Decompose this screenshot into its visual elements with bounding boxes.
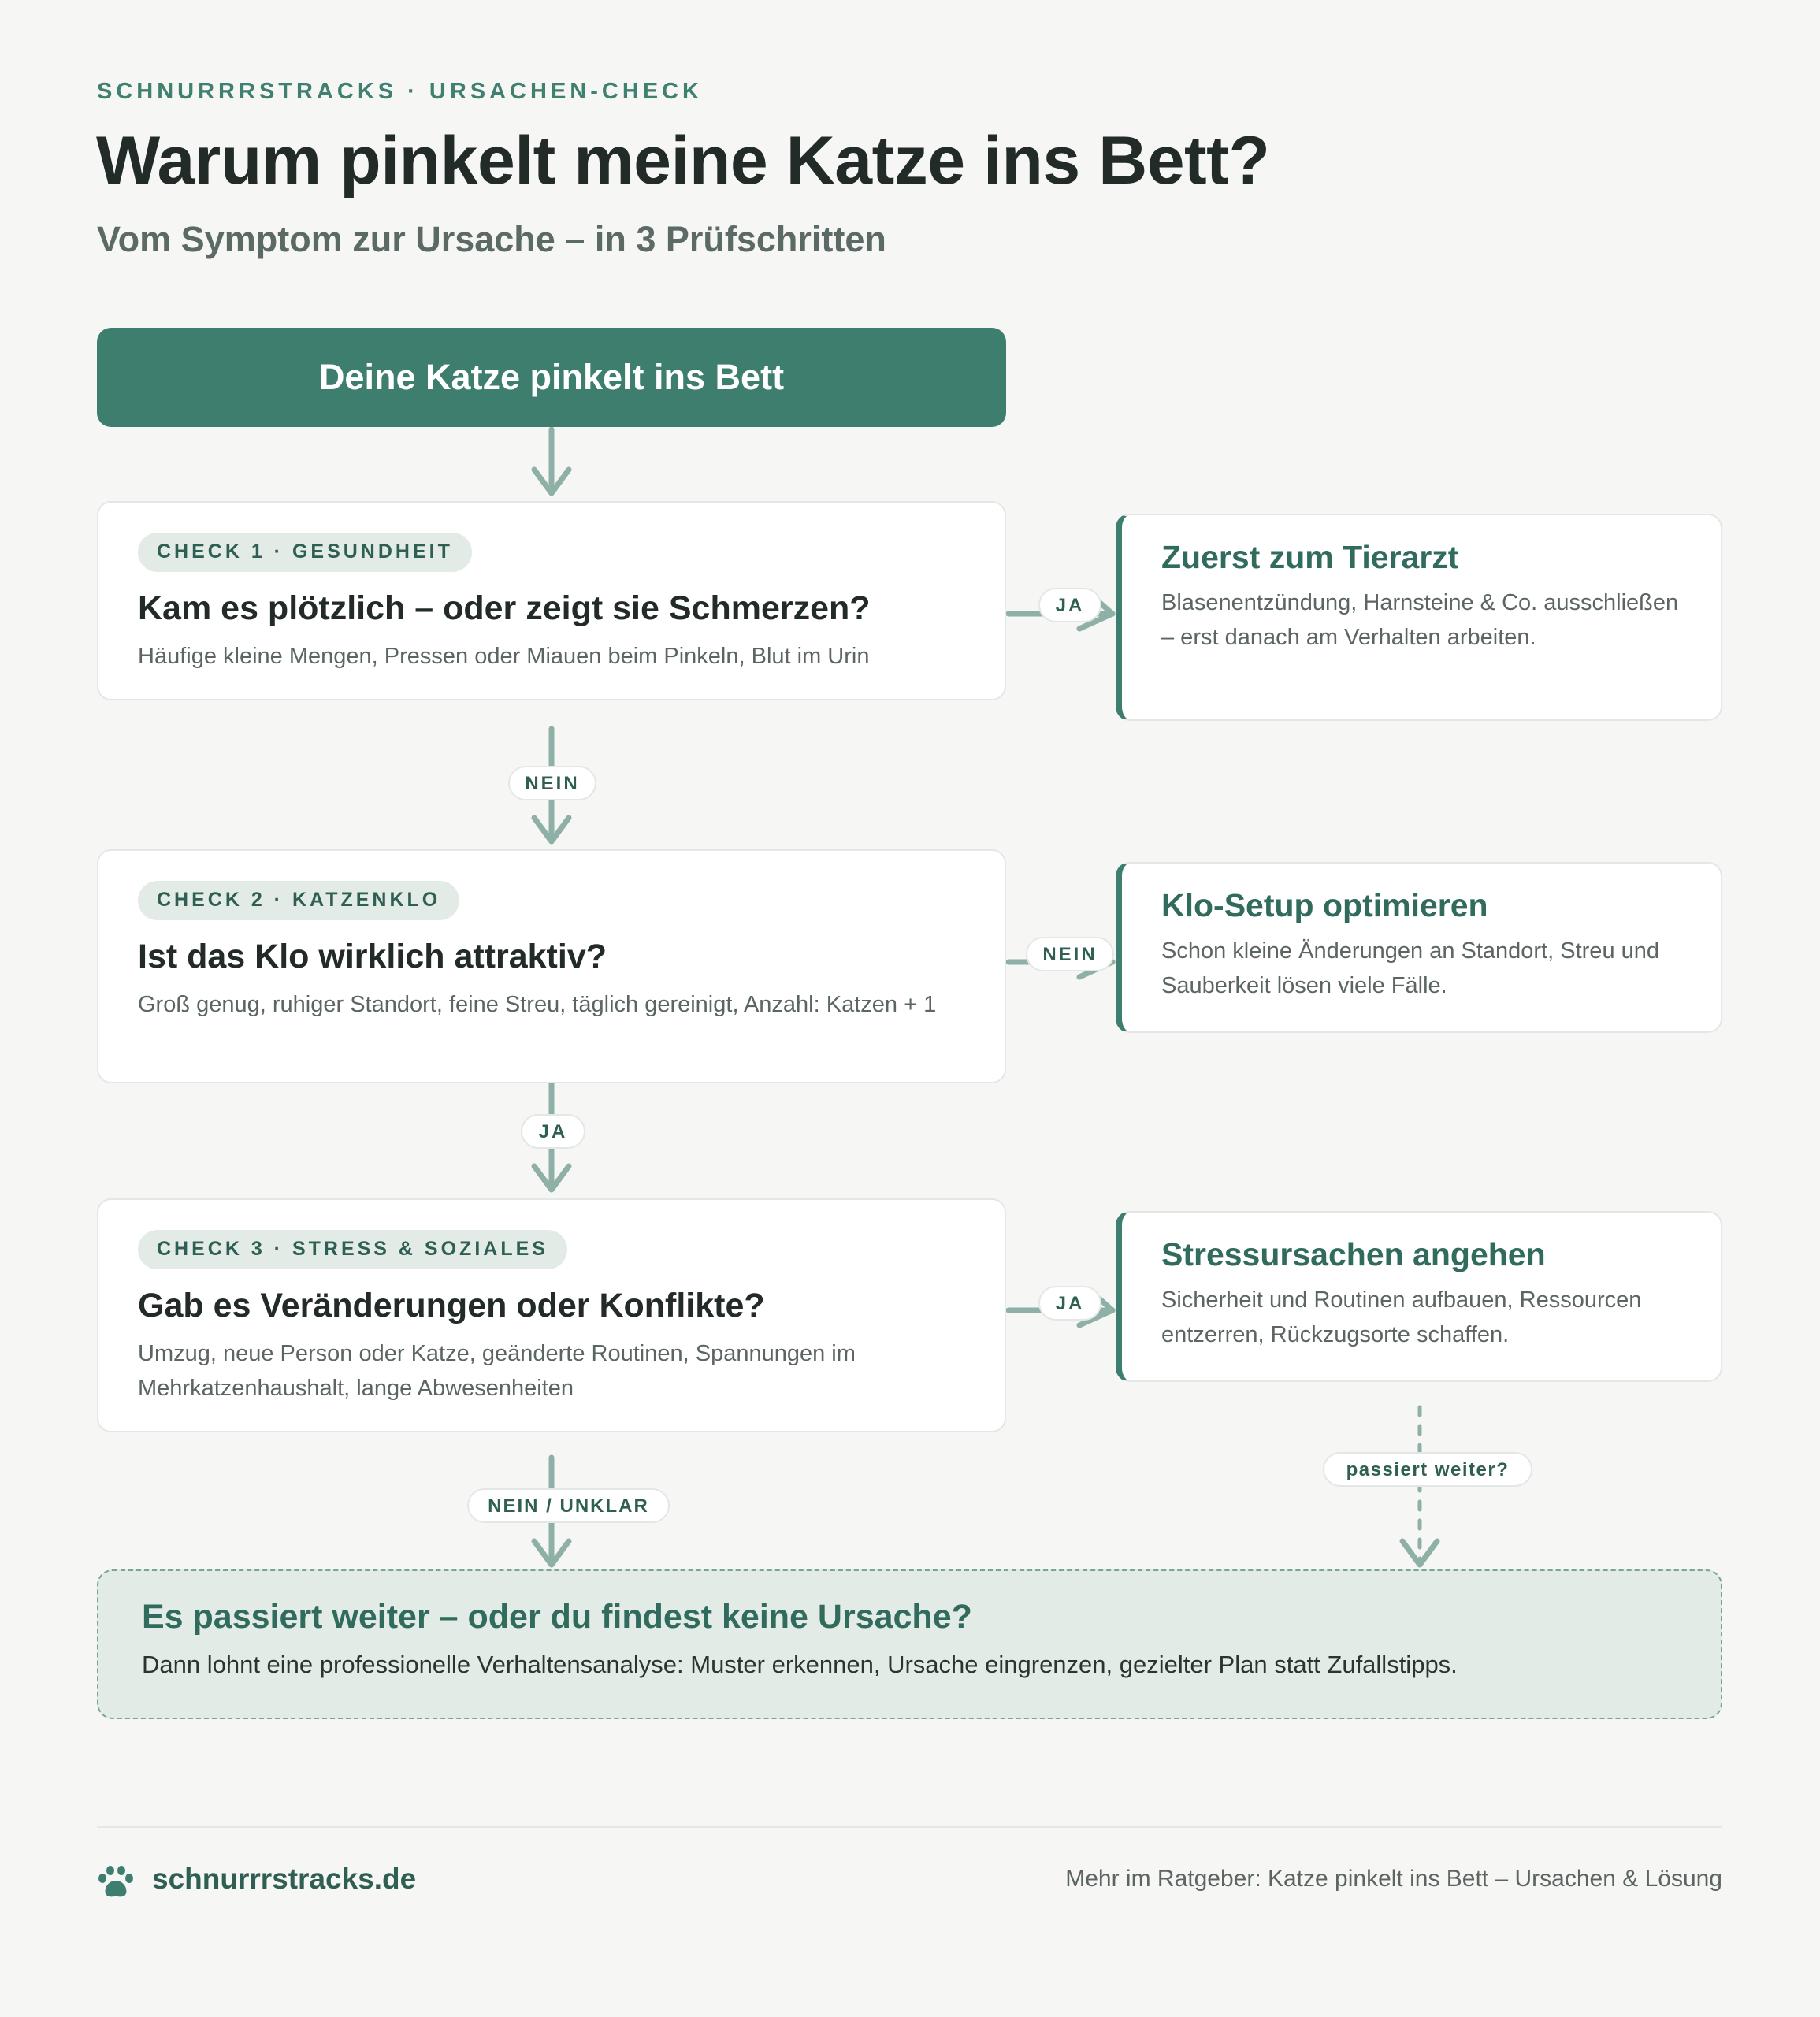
result-card-3 <box>1116 1211 1722 1382</box>
label-check2-no: NEIN <box>1026 937 1114 971</box>
footer-guide-link[interactable]: Mehr im Ratgeber: Katze pinkelt ins Bett – Ursachen & Lösung <box>1065 1866 1722 1892</box>
result-description: Sicherheit und Routinen aufbauen, Ressourcen entzerren, Rückzugsorte schaffen. <box>1161 1287 1642 1347</box>
result-title: Klo-Setup optimieren <box>1161 887 1488 923</box>
label-loop: passiert weiter? <box>1323 1452 1532 1487</box>
result-description: Schon kleine Änderungen an Standort, Streu und Sauberkeit lösen viele Fälle. <box>1161 938 1660 998</box>
check-question: Gab es Veränderungen oder Konflikte? <box>138 1287 765 1324</box>
eyebrow: SCHNURRRSTRACKS · URSACHEN-CHECK <box>97 79 703 104</box>
result-card-2 <box>1116 862 1722 1033</box>
label-check1-no: NEIN <box>508 766 596 800</box>
final-description: Dann lohnt eine professionelle Verhaltensanalyse: Muster erkennen, Ursache eingrenzen, gezielter Plan statt Zufallstipps. <box>142 1651 1458 1678</box>
label-check3-yes: JA <box>1038 1286 1101 1321</box>
final-title: Es passiert weiter – oder du findest keine Ursache? <box>142 1598 972 1636</box>
label-check2-yes: JA <box>521 1114 585 1149</box>
paw-icon <box>97 1865 135 1900</box>
check-pill: CHECK 2 · KATZENKLO <box>138 881 459 920</box>
footer-divider <box>97 1826 1722 1828</box>
footer-site-link[interactable]: schnurrrstracks.de <box>152 1863 417 1895</box>
check-pill: CHECK 1 · GESUNDHEIT <box>138 533 472 572</box>
check-card-1 <box>97 501 1006 700</box>
check-card-3 <box>97 1198 1006 1432</box>
result-card-1 <box>1116 514 1722 721</box>
check-description: Umzug, neue Person oder Katze, geänderte Routinen, Spannungen im Mehrkatzenhaushalt, lange Abwesenheiten <box>138 1341 856 1401</box>
check-pill: CHECK 3 · STRESS & SOZIALES <box>138 1230 567 1269</box>
check-description: Häufige kleine Mengen, Pressen oder Miauen beim Pinkeln, Blut im Urin <box>138 644 870 669</box>
label-check3-unclear: NEIN / UNKLAR <box>467 1488 670 1523</box>
page-title: Warum pinkelt meine Katze ins Bett? <box>96 123 1270 199</box>
result-title: Stressursachen angehen <box>1161 1236 1546 1272</box>
check-question: Ist das Klo wirklich attraktiv? <box>138 938 607 975</box>
check-description: Groß genug, ruhiger Standort, feine Streu, täglich gereinigt, Anzahl: Katzen + 1 <box>138 992 937 1017</box>
final-box <box>97 1569 1722 1719</box>
result-description: Blasenentzündung, Harnsteine & Co. ausschließen – erst danach am Verhalten arbeiten. <box>1161 590 1679 650</box>
page-subtitle: Vom Symptom zur Ursache – in 3 Prüfschritten <box>97 219 886 259</box>
result-title: Zuerst zum Tierarzt <box>1161 539 1459 575</box>
check-question: Kam es plötzlich – oder zeigt sie Schmerzen? <box>138 589 871 627</box>
label-check1-yes: JA <box>1038 588 1101 622</box>
check-card-2 <box>97 849 1006 1083</box>
start-node: Deine Katze pinkelt ins Bett <box>97 328 1006 427</box>
